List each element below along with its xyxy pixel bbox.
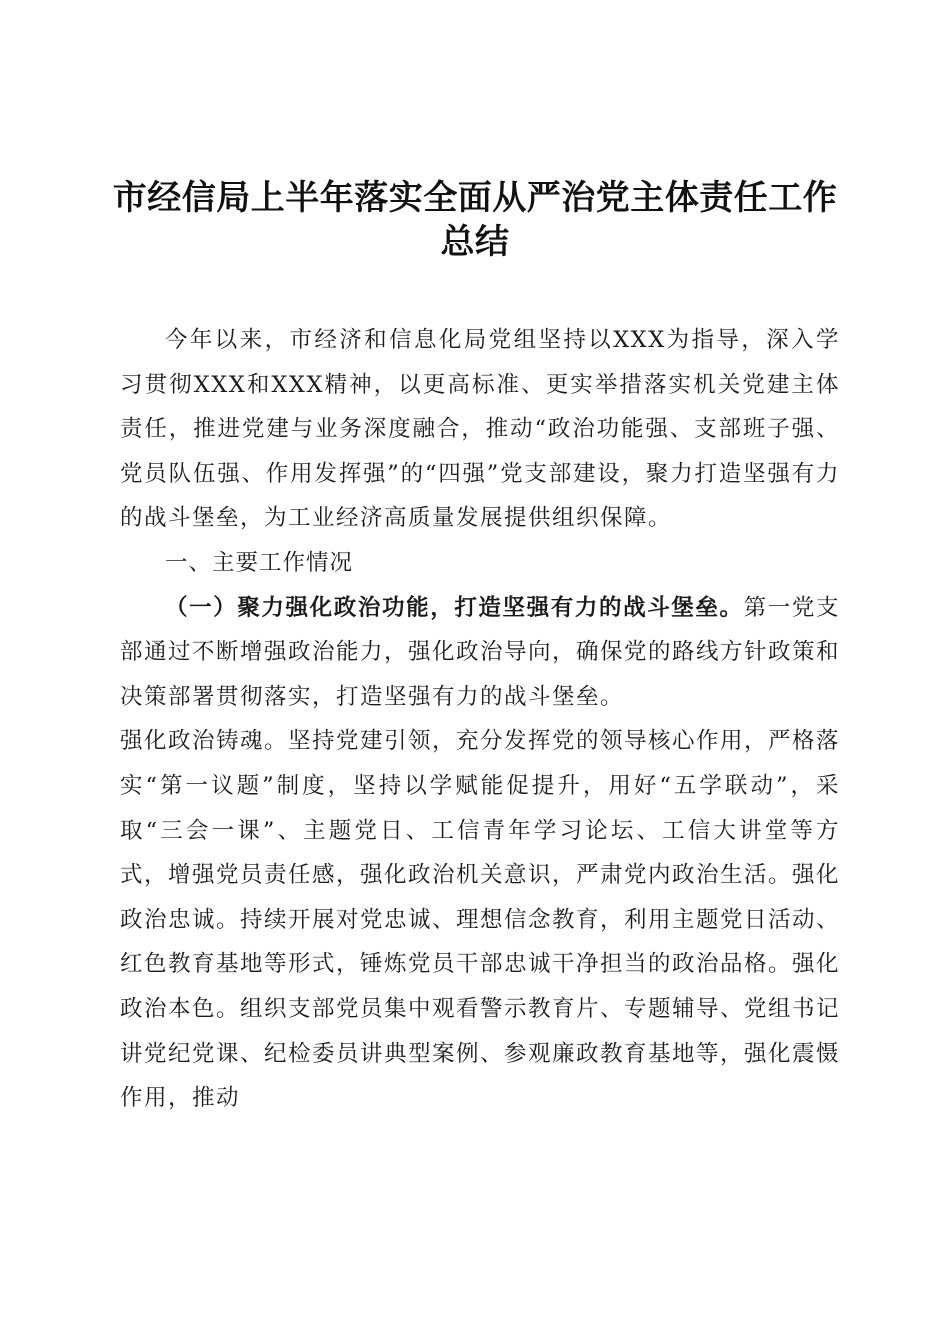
document-body (120, 318, 840, 1121)
subsection-text: 第一党支部通过不断增强政治能力，强化政治导向，确保党的路线方针政策和决策部署贯彻落实，打造坚强有力的战斗堡垒。 (120, 594, 841, 710)
document-title: 市经信局上半年落实全面从严治党主体责任工作总结 (112, 178, 838, 262)
intro-paragraph: 今年以来，市经济和信息化局党组坚持以XXX为指导，深入学习贯彻XXX和XXX精神，以更高标准、更实举措落实机关党建主体责任，推进党建与业务深度融合，推动“政治功能强、支部班子强、党员队伍强、作用发挥强”的“四强”党支部建设，聚力打造坚强有力的战斗堡垒，为工业经济高质量发展提供组织保障。 (120, 327, 840, 532)
section-heading: 一、主要工作情况 (165, 549, 354, 576)
subsection-heading: （一）聚力强化政治功能，打造坚强有力的战斗堡垒。 (165, 594, 744, 621)
subsection-paragraph (120, 586, 840, 720)
body-paragraph: 强化政治铸魂。坚持党建引领，充分发挥党的领导核心作用，严格落实“第一议题”制度，坚持以学赋能促提升，用好“五学联动”，采取“三会一课”、主题党日、工信青年学习论坛、工信大讲堂等方式，增强党员责任感，强化政治机关意识，严肃党内政治生活。强化政治忠诚。持续开展对党忠诚、理想信念教育，利用主题党日活动、红色教育基地等形式，锤炼党员干部忠诚干净担当的政治品格。强化政治本色。组织支部党员集中观看警示教育片、专题辅导、党组书记讲党纪党课、纪检委员讲典型案例、参观廉政教育基地等，强化震慑作用，推动 (120, 728, 841, 1112)
